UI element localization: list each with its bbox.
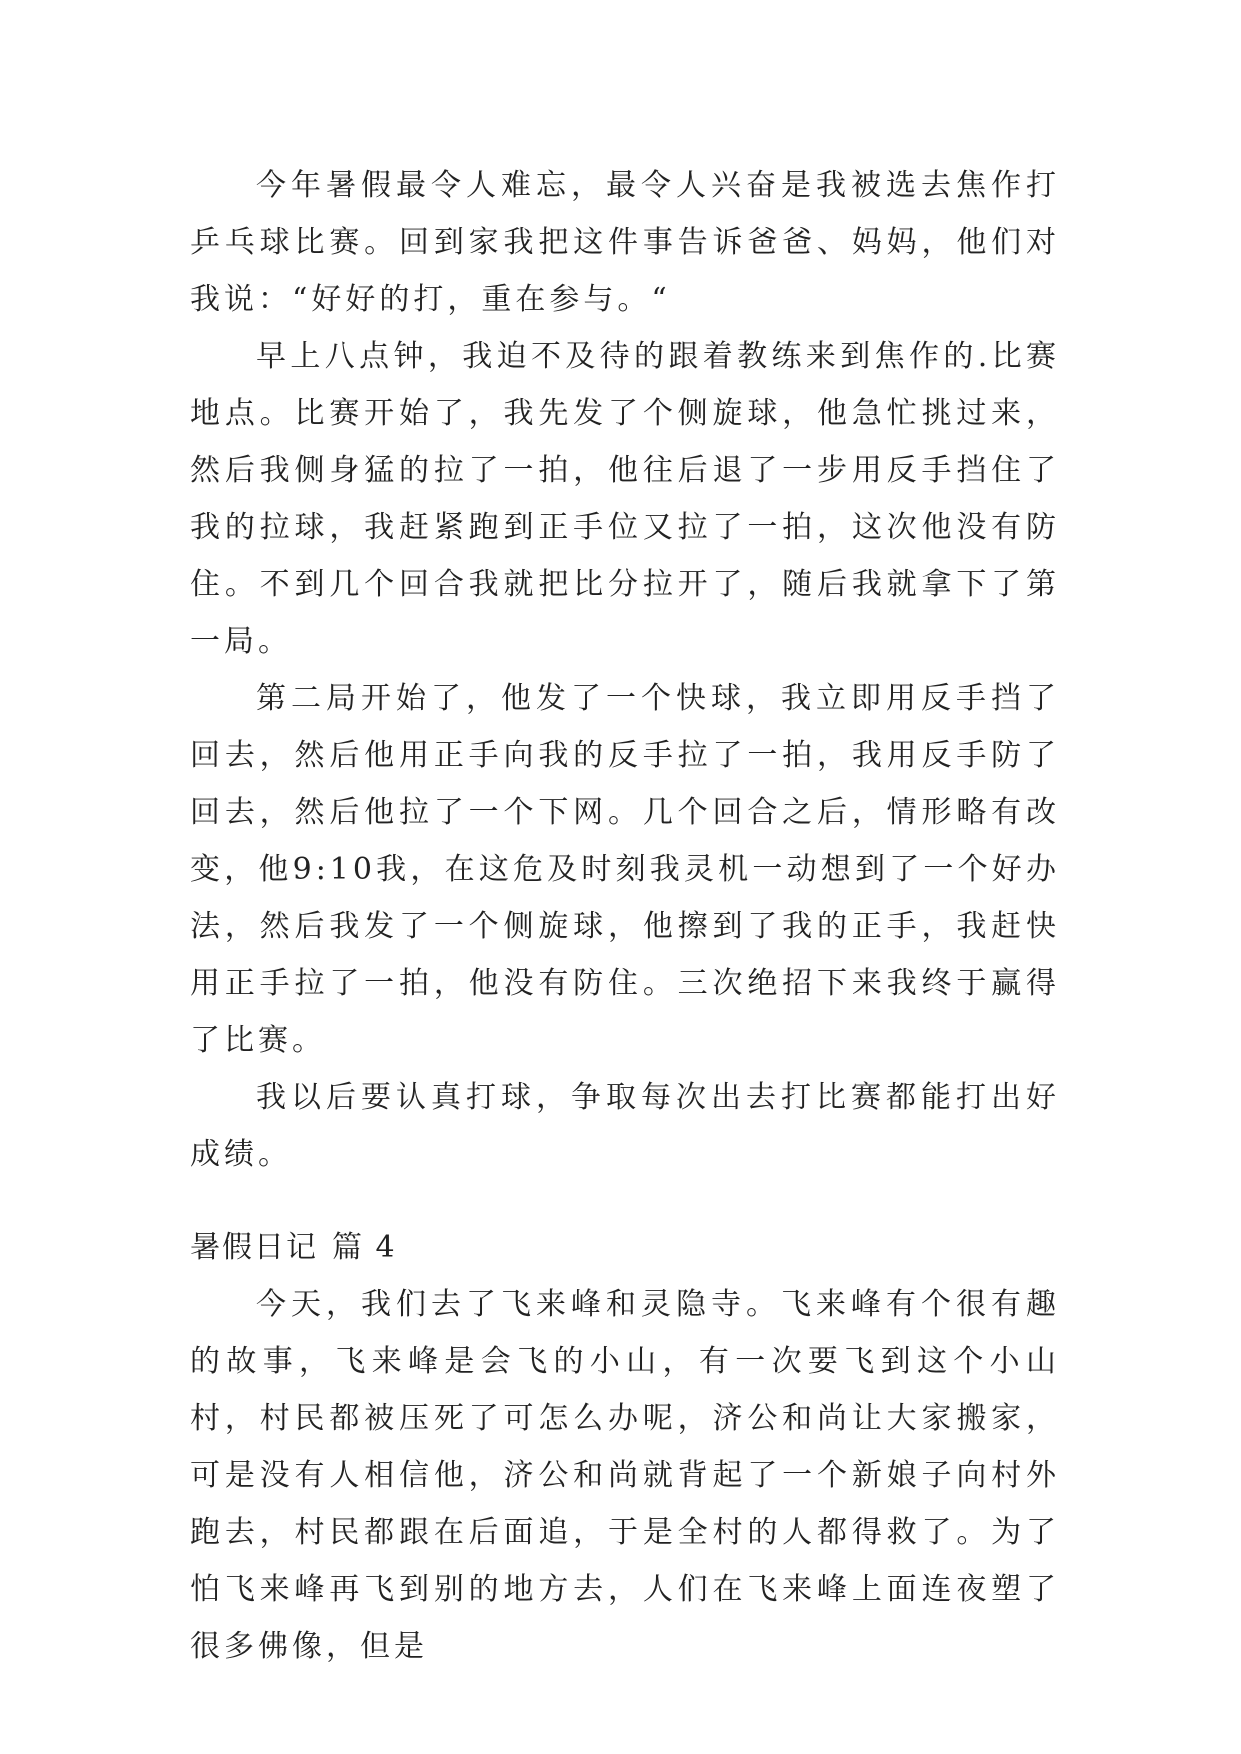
paragraph-first-game: 早上八点钟，我迫不及待的跟着教练来到焦作的.比赛地点。比赛开始了，我先发了个侧旋球，他急忙挑过来，然后我侧身猛的拉了一拍，他往后退了一步用反手挡住了我的拉球，我赶紧跑到正手位又拉了一拍，这次他没有防住。不到几个回合我就把比分拉开了，随后我就拿下了第一局。 (190, 339, 1060, 659)
section-title: 暑假日记 (190, 1230, 318, 1265)
paragraph-feilaifeng: 今天，我们去了飞来峰和灵隐寺。飞来峰有个很有趣的故事，飞来峰是会飞的小山，有一次要飞到这个小山村，村民都被压死了可怎么办呢，济公和尚让大家搬家，可是没有人相信他，济公和尚就背起了一个新娘子向村外跑去，村民都跟在后面追，于是全村的人都得救了。为了怕飞来峰再飞到别的地方去，人们在飞来峰上面连夜塑了很多佛像，但是 (190, 1287, 1060, 1664)
section-number: 篇 4 (332, 1230, 397, 1265)
document-body (190, 157, 1060, 1675)
paragraph-conclusion: 我以后要认真打球，争取每次出去打比赛都能打出好成绩。 (190, 1080, 1060, 1172)
section-heading (190, 1219, 1060, 1276)
paragraph-second-game: 第二局开始了，他发了一个快球，我立即用反手挡了回去，然后他用正手向我的反手拉了一拍，我用反手防了回去，然后他拉了一个下网。几个回合之后，情形略有改变，他9:10我，在这危及时刻我灵机一动想到了一个好办法，然后我发了一个侧旋球，他擦到了我的正手，我赶快用正手拉了一拍，他没有防住。三次绝招下来我终于赢得了比赛。 (190, 681, 1060, 1058)
paragraph-table-tennis-intro: 今年暑假最令人难忘，最令人兴奋是我被选去焦作打乒乓球比赛。回到家我把这件事告诉爸爸、妈妈，他们对我说：“好好的打，重在参与。“ (190, 168, 1060, 317)
